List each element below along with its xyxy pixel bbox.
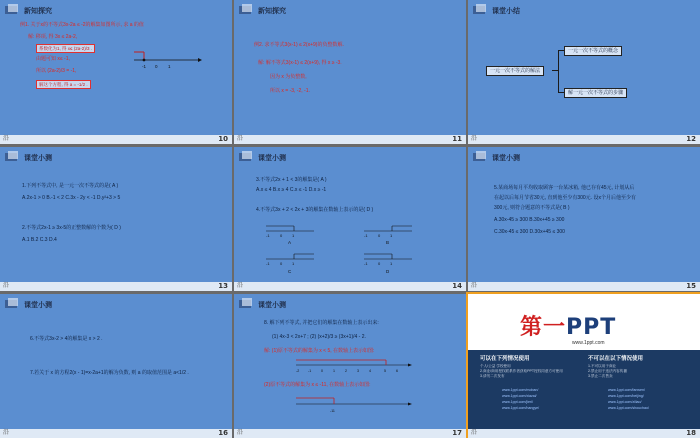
hint-box: 系数化为1, 得 x≤ (2a-2)/3 . [36, 44, 95, 53]
slide-footer [468, 282, 700, 291]
question-text: 3.不等式2x + 1 < 3的解集是( A ) [256, 177, 327, 183]
slide-footer [468, 135, 700, 144]
slide-thumbnail-14[interactable] [234, 147, 466, 291]
slide-title: 课堂小测 [24, 302, 52, 309]
slide-number: 10 [218, 135, 228, 143]
usage-forbidden-heading: 不可以在以下情况使用 [588, 356, 644, 362]
question-text: 300元, 则符合题意的不等式是( B ) [494, 205, 570, 211]
hint-box: 解这个方程, 得 a = -1/2 . [36, 80, 91, 89]
axis-tick-label: -11 [330, 409, 335, 413]
slide-footer [0, 135, 232, 144]
slide-thumbnail-17[interactable] [234, 294, 466, 438]
axis-tick-label: 1 [390, 261, 393, 266]
example-text: 例2. 求不等式3(x-1) ≤ 2(x+9)的负整数解. [254, 42, 344, 48]
slide-footer [234, 135, 466, 144]
choice-row: A.30x-45 ≥ 300 B.30x+45 ≥ 300 [494, 217, 565, 223]
resource-link[interactable]: www.1ppt.com/fanwen/ [608, 388, 645, 392]
number-line [294, 392, 414, 414]
usage-line: 个人/公益 学校使用 [480, 364, 511, 368]
site-url: www.1ppt.com [572, 340, 605, 346]
example-text: 例1. 关于x的不等式3x-2a ≤ -2的解集如图所示, 求 a 的值 [20, 22, 144, 28]
usage-line: 2.商业/商用授权联系作者获取PPT授权同意方可使用 [480, 369, 563, 373]
slide-footer-glyph: 沿 [237, 283, 244, 289]
option-a-number-line [266, 226, 314, 245]
option-label: B [386, 240, 390, 245]
question-text: 1.下列不等式中, 是一元一次不等式的是( A ) [22, 183, 119, 189]
usage-line: 2.禁止用于违法内容传播 [588, 369, 627, 373]
question-text: 5.某商场每月平均收取顾客一台某冰箱, 他已存有45元, 计划从后 [494, 185, 635, 191]
resource-link[interactable]: www.1ppt.com/hangye/ [502, 406, 540, 410]
option-c-number-line [266, 254, 314, 274]
number-line-options [264, 221, 434, 281]
slide-footer-glyph: 沿 [471, 136, 478, 142]
solution-line: 由题可知 x≤ -1, [36, 56, 70, 62]
slide-title: 新知探究 [258, 8, 286, 15]
axis-tick-label: 4 [369, 369, 371, 373]
slide-thumbnail-10[interactable] [0, 0, 232, 144]
number-line [132, 50, 202, 70]
option-label: C [288, 269, 292, 274]
option-b-number-line [364, 226, 412, 245]
slide-footer [0, 282, 232, 291]
slide-footer-glyph: 沿 [471, 430, 478, 436]
axis-tick-label: 0 [280, 233, 283, 238]
axis-tick-label: 0 [378, 261, 381, 266]
solution-line: 解: 移项, 得 3x ≤ 2a-2, [28, 34, 78, 40]
resource-link[interactable]: www.1ppt.com/beijing/ [608, 394, 644, 398]
axis-tick-label: -1 [266, 233, 270, 238]
number-line [294, 356, 414, 374]
slide-thumbnail-16[interactable] [0, 294, 232, 438]
usage-allowed-heading: 可以在下列情况使用 [480, 356, 530, 362]
usage-line: 3.请勿二次发布 [480, 374, 505, 378]
question-text: 8. 解下列不等式, 并把它们的解集在数轴上表示出来: [264, 320, 379, 326]
resource-link[interactable]: www.1ppt.com/ziliao/ [608, 400, 642, 404]
solution-line: 所以 (2a-2)/3 = -1, [36, 68, 77, 74]
axis-tick-label: 0 [321, 369, 323, 373]
axis-tick-label: -1 [364, 233, 368, 238]
slide-number: 18 [686, 429, 696, 437]
axis-tick-label: -1 [266, 261, 270, 266]
usage-line: 3.禁止二次售卖 [588, 374, 613, 378]
slide-title: 课堂小结 [492, 8, 520, 15]
solution-line: 解: (1)原不等式的解集为 x < 5, 在数轴上表示如图: [264, 348, 375, 354]
solution-line: 解: 解不等式3(x-1) ≤ 2(x+9), 得 x ≥ -3. [258, 60, 342, 66]
axis-tick-label: 0 [280, 261, 283, 266]
slide-thumbnail-12[interactable] [468, 0, 700, 144]
info-band [468, 350, 700, 430]
title-decoration-icon [4, 151, 20, 163]
option-d-number-line [364, 254, 412, 274]
slide-footer [468, 429, 700, 438]
slide-number: 12 [686, 135, 696, 143]
slide-number: 15 [686, 282, 696, 290]
slide-number: 11 [452, 135, 462, 143]
axis-tick-label: -1 [142, 64, 147, 69]
axis-tick-label: 1 [333, 369, 335, 373]
ppt-logo: 第一PPT [520, 315, 617, 340]
choice-row: A.x ≤ 4 B.x ≥ 4 C.x ≤ -1 D.x ≥ -1 [256, 187, 327, 193]
bracket-line [558, 50, 559, 92]
title-decoration-icon [472, 4, 488, 16]
summary-center-box: 一元一次不等式的解法 [486, 66, 544, 76]
solution-line: 因为 x 为负整数, [270, 74, 307, 80]
question-text: 4.不等式3x + 2 < 2x + 3的解集在数轴上表示的是( D ) [256, 207, 374, 213]
question-text: 在起以后每月节省30元, 直到他至少有300元. 设x个月后他至少有 [494, 195, 636, 201]
axis-tick-label: -2 [296, 369, 300, 373]
slide-footer-glyph: 沿 [3, 283, 10, 289]
choice-row: A.2x-1 > 0 B.-1 < 2 C.3x - 2y < -1 D.y²+3 > 5 [22, 195, 121, 201]
question-text: 2.不等式2x-1 ≥ 3x-5的正整数解的个数为( D ) [22, 225, 121, 231]
option-label: D [386, 269, 390, 274]
title-decoration-icon [238, 298, 254, 310]
choice-row: C.30x-45 ≤ 300 D.30x+45 ≤ 300 [494, 229, 565, 235]
axis-tick-label: 1 [168, 64, 171, 69]
slide-title: 课堂小测 [24, 155, 52, 162]
slide-number: 17 [452, 429, 462, 437]
axis-tick-label: 0 [155, 64, 158, 69]
slide-thumbnail-11[interactable] [234, 0, 466, 144]
slide-title: 课堂小测 [258, 155, 286, 162]
summary-branch-box: 解一元一次不等式的步骤 [564, 88, 627, 98]
slide-footer-glyph: 沿 [471, 283, 478, 289]
resource-link[interactable]: www.1ppt.com/xiazai/ [502, 394, 537, 398]
usage-line: 1.不可以用于商业 [588, 364, 617, 368]
slide-footer [234, 282, 466, 291]
slide-number: 13 [218, 282, 228, 290]
title-decoration-icon [238, 4, 254, 16]
slide-thumbnail-13[interactable] [0, 147, 232, 291]
slide-thumbnail-15[interactable] [468, 147, 700, 291]
resource-link[interactable]: www.1ppt.com/jieri/ [502, 400, 533, 404]
axis-tick-label: -1 [364, 261, 368, 266]
solution-line: 所以 x = -3, -2, -1. [270, 88, 310, 94]
axis-tick-label: 0 [378, 233, 381, 238]
question-text: 7.若关于 x 的方程2(x - 1)=x-2a+1的解为负数, 则 a 的取值范围是 a<1/2 . [30, 370, 189, 376]
slide-title: 课堂小测 [492, 155, 520, 162]
question-text: 6.不等式3x-2 > 4的解集是 x > 2 . [30, 336, 103, 342]
axis-tick-label: 6 [396, 369, 398, 373]
resource-link[interactable]: www.1ppt.com/shouchao/ [608, 406, 649, 410]
solution-line: (2)原不等式的解集为 x ≤ -11, 在数轴上表示如图: [264, 382, 371, 388]
axis-tick-label: 1 [292, 261, 295, 266]
choice-row: A.1 B.2 C.3 D.4 [22, 237, 57, 243]
slide-number: 14 [452, 282, 462, 290]
summary-branch-box: 一元一次不等式的概念 [564, 46, 622, 56]
slide-footer [234, 429, 466, 438]
option-label: A [288, 240, 292, 245]
axis-tick-label: 2 [345, 369, 347, 373]
slide-title: 课堂小测 [258, 302, 286, 309]
axis-tick-label: 1 [390, 233, 393, 238]
slide-footer-glyph: 沿 [237, 136, 244, 142]
slide-footer-glyph: 沿 [3, 430, 10, 436]
slide-thumbnail-18[interactable] [468, 294, 700, 438]
axis-tick-label: 1 [292, 233, 295, 238]
slide-number: 16 [218, 429, 228, 437]
problem-row: (1) 4x-3 < 2x+7 ; (2) (x+2)/3 ≥ (3x+1)/4 - 2. [272, 334, 366, 340]
slide-title: 新知探究 [24, 8, 52, 15]
axis-tick-label: -1 [308, 369, 312, 373]
axis-tick-label: 5 [384, 369, 386, 373]
slide-footer-glyph: 沿 [3, 136, 10, 142]
slide-footer [0, 429, 232, 438]
slide-footer-glyph: 沿 [237, 430, 244, 436]
title-decoration-icon [238, 151, 254, 163]
title-decoration-icon [472, 151, 488, 163]
axis-tick-label: 3 [357, 369, 359, 373]
title-decoration-icon [4, 298, 20, 310]
resource-link[interactable]: www.1ppt.com/moban/ [502, 388, 539, 392]
title-decoration-icon [4, 4, 20, 16]
